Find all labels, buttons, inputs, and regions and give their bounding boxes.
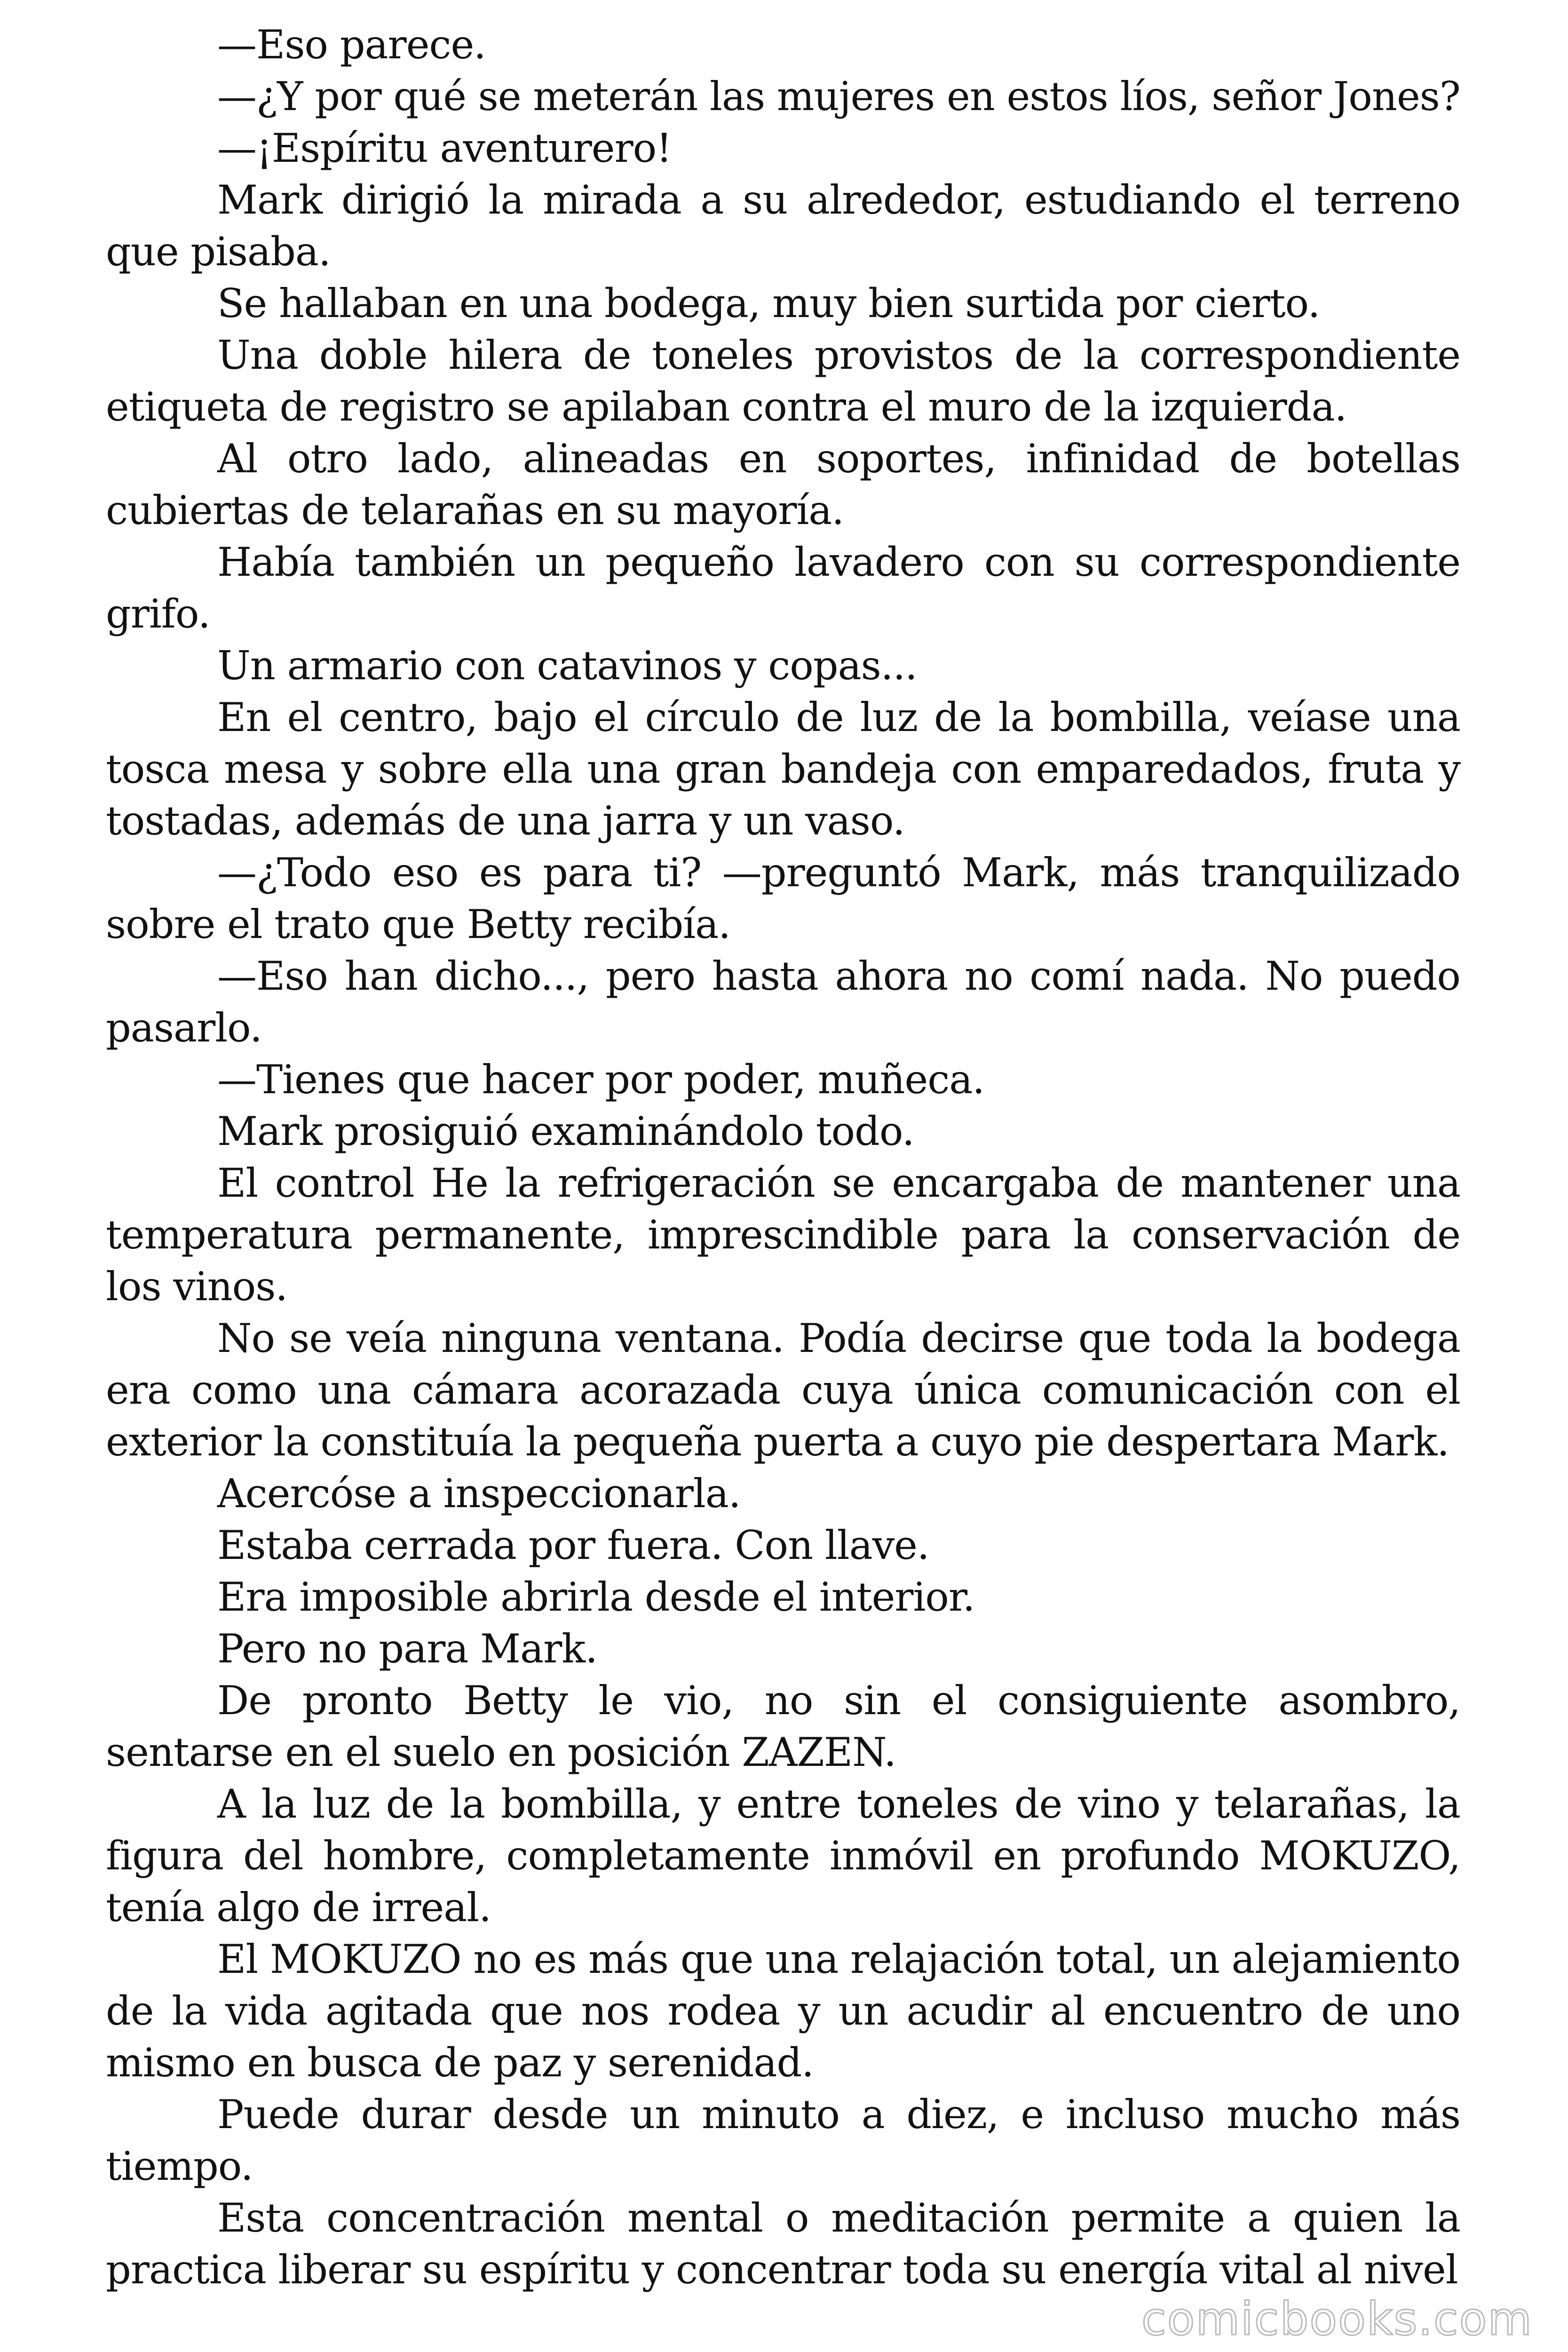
paragraph: —¡Espíritu aventurero! <box>217 125 672 171</box>
paragraph: Al otro lado, alineadas en soportes, infinidad de botellas cubiertas de telarañas en su mayoría. <box>106 436 1460 533</box>
paragraph: Había también un pequeño lavadero con su correspondiente grifo. <box>106 539 1460 637</box>
watermark: comicbooks.com <box>1141 2293 1533 2345</box>
paragraph: —Eso han dicho..., pero hasta ahora no comí nada. No puedo pasarlo. <box>106 953 1460 1051</box>
paragraph: Una doble hilera de toneles provistos de la correspondiente etiqueta de registro se apilaban contra el muro de la izquierda. <box>106 332 1460 430</box>
paragraph: —¿Y por qué se meterán las mujeres en estos líos, señor Jones? <box>217 73 1460 119</box>
paragraph: Se hallaban en una bodega, muy bien surtida por cierto. <box>217 280 1320 326</box>
paragraph: —Eso parece. <box>217 22 486 68</box>
paragraph: Puede durar desde un minuto a diez, e incluso mucho más tiempo. <box>106 2091 1460 2189</box>
paragraph: No se veía ninguna ventana. Podía decirse que toda la bodega era como una cámara acorazada cuya única comunicación con el exterior la constituía la pequeña puerta a cuyo pie despertara Mark. <box>106 1315 1460 1465</box>
paragraph: En el centro, bajo el círculo de luz de la bombilla, veíase una tosca mesa y sobre ella una gran bandeja con emparedados, fruta y tostadas, además de una jarra y un vaso. <box>106 694 1460 844</box>
paragraph: —¿Todo eso es para ti? —preguntó Mark, más tranquilizado sobre el trato que Betty recibía. <box>106 850 1460 947</box>
paragraph: Esta concentración mental o meditación permite a quien la practica liberar su espíritu y concentrar toda su energía vital al nivel <box>106 2195 1460 2293</box>
paragraph: Mark prosiguió examinándolo todo. <box>217 1108 914 1154</box>
paragraph: Era imposible abrirla desde el interior. <box>217 1574 975 1620</box>
page-body <box>106 19 1460 2296</box>
paragraph: Acercóse a inspeccionarla. <box>217 1470 741 1517</box>
paragraph: De pronto Betty le vio, no sin el consiguiente asombro, sentarse en el suelo en posición ZAZEN. <box>106 1677 1460 1775</box>
paragraph: Estaba cerrada por fuera. Con llave. <box>217 1522 929 1568</box>
paragraph: El MOKUZO no es más que una relajación total, un alejamiento de la vida agitada que nos rodea y un acudir al encuentro de uno mismo en busca de paz y serenidad. <box>106 1936 1460 2086</box>
paragraph: El control He la refrigeración se encargaba de mantener una temperatura permanente, imprescindible para la conservación de los vinos. <box>106 1160 1460 1310</box>
paragraph: Pero no para Mark. <box>217 1626 597 1672</box>
paragraph: Mark dirigió la mirada a su alrededor, estudiando el terreno que pisaba. <box>106 177 1460 275</box>
paragraph: A la luz de la bombilla, y entre toneles de vino y telarañas, la figura del hombre, completamente inmóvil en profundo MOKUZO, tenía algo de irreal. <box>106 1781 1460 1931</box>
paragraph: Un armario con catavinos y copas... <box>217 643 917 689</box>
paragraph: —Tienes que hacer por poder, muñeca. <box>217 1057 985 1103</box>
